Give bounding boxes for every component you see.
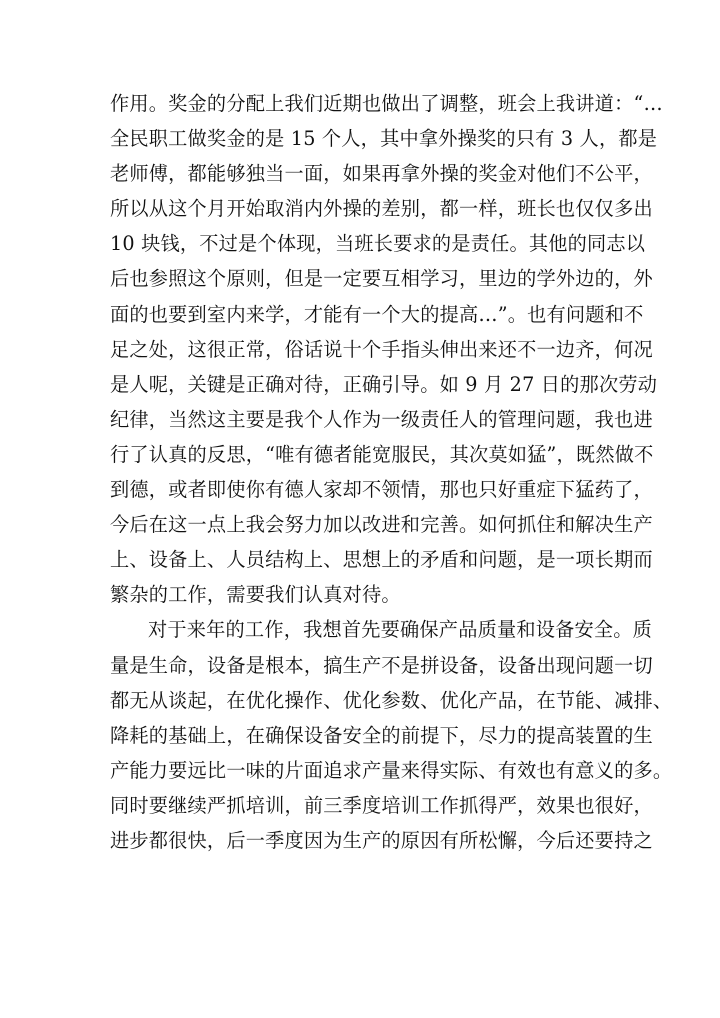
text-line: 上、设备上、人员结构上、思想上的矛盾和问题，是一项长期而	[110, 548, 653, 572]
text-line: 到德，或者即使你有德人家却不领情，那也只好重症下猛药了，	[110, 478, 653, 502]
text-line: 都无从谈起，在优化操作、优化参数、优化产品，在节能、减排、	[110, 688, 673, 712]
text-line: 面的也要到室内来学，才能有一个大的提高…”。也有问题和不	[110, 302, 644, 326]
text-line: 足之处，这很正常，俗话说十个手指头伸出来还不一边齐，何况	[110, 337, 653, 361]
text-line: 进步都很快，后一季度因为生产的原因有所松懈，今后还要持之	[110, 828, 653, 852]
text-line: 10 块钱，不过是个体现，当班长要求的是责任。其他的同志以	[110, 232, 646, 256]
text-line: 行了认真的反思，“唯有德者能宽服民，其次莫如猛”，既然做不	[110, 442, 654, 466]
text-line: 产能力要远比一味的片面追求产量来得实际、有效也有意义的多。	[110, 758, 673, 782]
text-line: 对于来年的工作，我想首先要确保产品质量和设备安全。质	[148, 618, 653, 642]
text-line: 全民职工做奖金的是 15 个人，其中拿外操奖的只有 3 人，都是	[110, 127, 658, 151]
text-line: 后也参照这个原则，但是一定要互相学习，里边的学外边的，外	[110, 267, 653, 291]
text-line: 纪律，当然这主要是我个人作为一级责任人的管理问题，我也进	[110, 407, 653, 431]
text-line: 今后在这一点上我会努力加以改进和完善。如何抓住和解决生产	[110, 513, 653, 537]
text-line: 是人呢，关键是正确对待，正确引导。如 9 月 27 日的那次劳动	[110, 372, 658, 396]
text-line: 老师傅，都能够独当一面，如果再拿外操的奖金对他们不公平，	[110, 162, 653, 186]
text-line: 降耗的基础上，在确保设备安全的前提下，尽力的提高装置的生	[110, 723, 653, 747]
paragraph-2	[110, 612, 673, 858]
text-line: 繁杂的工作，需要我们认真对待。	[110, 583, 401, 607]
text-line: 所以从这个月开始取消内外操的差别，都一样，班长也仅仅多出	[110, 197, 653, 221]
text-line: 量是生命，设备是根本，搞生产不是拼设备，设备出现问题一切	[110, 653, 653, 677]
document-body	[110, 86, 673, 858]
paragraph-1	[110, 86, 663, 612]
text-line: 同时要继续严抓培训，前三季度培训工作抓得严，效果也很好，	[110, 793, 653, 817]
text-line: 作用。奖金的分配上我们近期也做出了调整，班会上我讲道：“…	[110, 92, 663, 115]
